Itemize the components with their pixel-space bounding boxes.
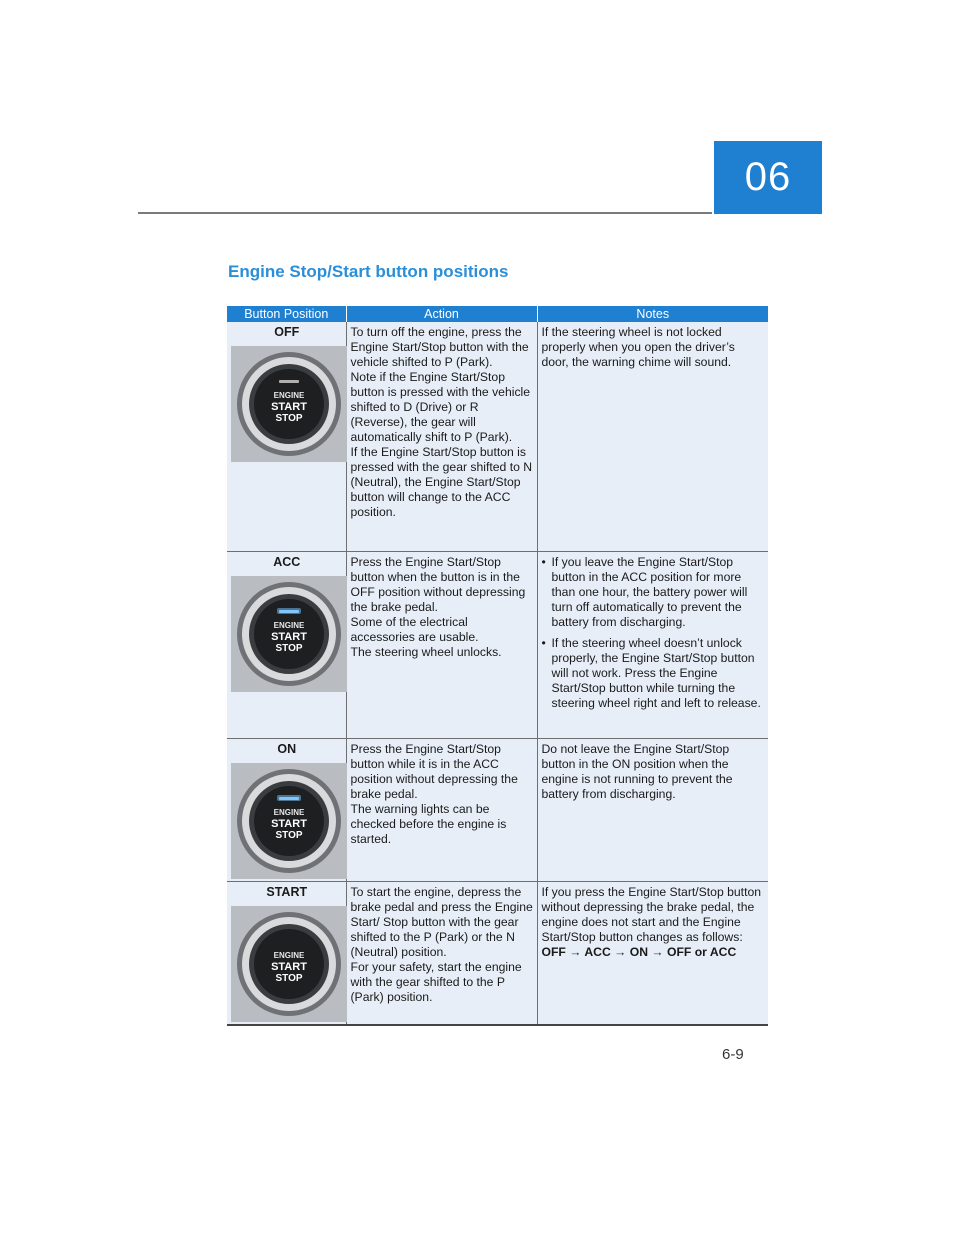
position-label: ACC xyxy=(273,554,301,569)
button-text-engine: ENGINE xyxy=(273,950,305,960)
table-header-row xyxy=(227,306,768,322)
chapter-tab: 06 xyxy=(714,141,822,214)
table-row-start xyxy=(227,881,768,1025)
table-row-off xyxy=(227,322,768,551)
position-cell xyxy=(227,881,346,1025)
notes-list xyxy=(542,555,766,711)
action-cell: Press the Engine Start/Stop button when the button is in the OFF position without depressing the brake pedal. Some of the electrical accessories are usable. The steering wheel unlocks. xyxy=(346,551,537,738)
notes-text: If you press the Engine Start/Stop button without depressing the brake pedal, the engine does not start and the Engine Start/Stop button changes as follows: xyxy=(541,884,762,944)
table-row-on xyxy=(227,738,768,881)
button-text-engine: ENGINE xyxy=(273,807,305,817)
button-text-start: START xyxy=(271,817,307,830)
button-text-stop: STOP xyxy=(275,413,303,424)
position-label: START xyxy=(266,884,308,899)
action-cell: Press the Engine Start/Stop button while it is in the ACC position without depressing the brake pedal. The warning lights can be checked before the engine is started. xyxy=(346,738,537,881)
header-notes: Notes xyxy=(537,306,768,322)
button-positions-table xyxy=(227,306,768,1026)
notes-cell xyxy=(537,551,768,738)
position-cell xyxy=(227,551,346,738)
table-row-acc xyxy=(227,551,768,738)
position-label: ON xyxy=(277,741,297,756)
button-text-start: START xyxy=(271,630,307,643)
list-item: • If you leave the Engine Start/Stop button in the ACC position for more than one hour, the battery power will turn off automatically to prevent the battery from discharging. xyxy=(542,555,766,630)
engine-start-stop-button-image xyxy=(231,576,347,692)
button-text-engine: ENGINE xyxy=(273,620,305,630)
position-label: OFF xyxy=(274,325,300,339)
button-text-engine: ENGINE xyxy=(273,391,305,400)
button-text-stop: STOP xyxy=(275,829,303,841)
button-text-start: START xyxy=(271,401,307,413)
indicator-light xyxy=(279,610,299,613)
button-text-stop: STOP xyxy=(275,642,303,654)
button-text-start: START xyxy=(271,960,307,973)
action-cell: To start the engine, depress the brake pedal and press the Engine Start/ Stop button with the gear shifted to the P (Park) or the N (Neutral) position. For your safety, start the engine with the gear shifted to the P (Park) position. xyxy=(346,881,537,1025)
notes-cell: Do not leave the Engine Start/Stop button in the ON position when the engine is not running to prevent the battery from discharging. xyxy=(537,738,768,881)
header-action: Action xyxy=(346,306,537,322)
notes-cell xyxy=(537,881,768,1025)
notes-cell: If the steering wheel is not locked properly when you open the driver’s door, the warning chime will sound. xyxy=(537,322,768,551)
position-cell xyxy=(227,322,346,551)
header-button-position: Button Position xyxy=(227,306,346,322)
indicator-light xyxy=(279,380,299,383)
indicator-light xyxy=(279,797,299,800)
page-number: 6-9 xyxy=(722,1046,744,1063)
action-cell: To turn off the engine, press the Engine Start/Stop button with the vehicle shifted to P (Park). Note if the Engine Start/Stop button is pressed with the vehicle shifted to D (Drive) or R (Reverse), the gear will automatically shift to P (Park). If the Engine Start/Stop button is pressed with the gear shifted to N (Neutral), the Engine Start/Stop button will change to the ACC position. xyxy=(346,322,537,551)
section-title: Engine Stop/Start button positions xyxy=(228,262,509,281)
header-rule xyxy=(138,212,712,214)
position-cell xyxy=(227,738,346,881)
engine-start-stop-button-image xyxy=(231,346,347,462)
position-sequence: OFF → ACC → ON → OFF or ACC xyxy=(541,944,737,959)
button-text-stop: STOP xyxy=(275,972,303,984)
engine-start-stop-button-image xyxy=(231,906,347,1022)
engine-start-stop-button-image xyxy=(231,763,347,879)
list-item: • If the steering wheel doesn’t unlock properly, the Engine Start/Stop button will not work. Press the Engine Start/Stop button while turning the steering wheel right and left to release. xyxy=(542,636,766,711)
